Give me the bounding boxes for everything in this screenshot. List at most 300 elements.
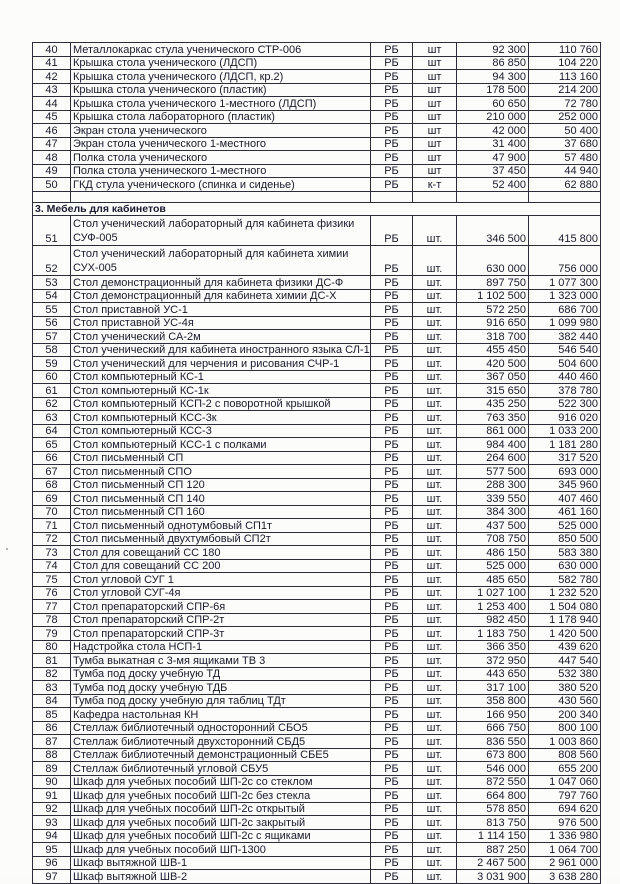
item-price-vat: 440 460 [529,370,601,384]
item-origin: РБ [371,370,413,384]
row-number: 73 [33,546,71,560]
table-row [33,357,601,371]
item-unit: шт. [413,559,457,573]
item-name: Стол приставной УС-1 [71,303,371,317]
item-unit: шт. [413,478,457,492]
table-row [33,384,601,398]
table-row [33,83,601,97]
item-name: Стол письменный СП 160 [71,505,371,519]
row-number: 49 [33,164,71,178]
item-name: Стол письменный СПО [71,465,371,479]
item-name: Стеллаж библиотечный односторонний СБО5 [71,721,371,735]
table-row [33,640,601,654]
item-unit: шт. [413,640,457,654]
item-origin: РБ [371,397,413,411]
item-unit: шт. [413,829,457,843]
item-name: Шкаф для учебных пособий ШП-1300 [71,843,371,857]
table-row [33,492,601,506]
row-number: 92 [33,802,71,816]
item-unit: шт. [413,330,457,344]
item-unit: шт. [413,681,457,695]
table-row [33,465,601,479]
table-row [33,124,601,138]
item-price-vat: 382 440 [529,330,601,344]
item-price: 572 250 [457,303,529,317]
item-price: 708 750 [457,532,529,546]
table-row [33,505,601,519]
blank-cell [529,191,601,202]
row-number: 74 [33,559,71,573]
row-number: 59 [33,357,71,371]
row-number: 58 [33,343,71,357]
item-unit: шт [413,124,457,138]
item-price: 37 450 [457,164,529,178]
item-origin: РБ [371,178,413,192]
row-number: 62 [33,397,71,411]
item-name-line1: Стол ученический лабораторный для кабинета физики [73,218,355,230]
item-origin: РБ [371,411,413,425]
blank-row [33,191,601,202]
item-price: 1 114 150 [457,829,529,843]
item-unit: шт. [413,586,457,600]
item-origin: РБ [371,316,413,330]
row-number: 82 [33,667,71,681]
item-unit: шт. [413,546,457,560]
item-price: 664 800 [457,789,529,803]
row-number: 40 [33,43,71,57]
item-price: 346 500 [457,216,529,246]
table-row [33,70,601,84]
item-name: Стол письменный СП 140 [71,492,371,506]
item-unit: шт. [413,532,457,546]
item-name: Стол компьютерный КС-1к [71,384,371,398]
table-row [33,370,601,384]
item-unit: шт. [413,411,457,425]
item-price-vat: 1 003 860 [529,735,601,749]
item-price-vat: 655 200 [529,762,601,776]
item-name: Стеллаж библиотечный двухсторонний СБД5 [71,735,371,749]
blank-cell [413,191,457,202]
item-name: Крышка стола лабораторного (пластик) [71,110,371,124]
item-name: Тумба под доску учебную для таблиц ТДт [71,694,371,708]
table-row [33,151,601,165]
item-origin: РБ [371,721,413,735]
item-price-vat: 583 380 [529,546,601,560]
row-number: 54 [33,289,71,303]
row-number: 47 [33,137,71,151]
row-number: 95 [33,843,71,857]
item-unit: шт. [413,775,457,789]
item-unit: шт. [413,438,457,452]
item-price: 673 800 [457,748,529,762]
item-price: 47 900 [457,151,529,165]
table-row [33,627,601,641]
row-number: 71 [33,519,71,533]
item-price: 577 500 [457,465,529,479]
item-price: 288 300 [457,478,529,492]
item-price-vat: 72 780 [529,97,601,111]
item-price: 897 750 [457,276,529,290]
item-unit: шт. [413,843,457,857]
item-price-vat: 1 047 060 [529,775,601,789]
row-number: 81 [33,654,71,668]
item-name: Тумба под доску учебную ТДБ [71,681,371,695]
row-number: 77 [33,600,71,614]
blank-cell [71,191,371,202]
row-number: 86 [33,721,71,735]
item-price: 546 000 [457,762,529,776]
item-price: 437 500 [457,519,529,533]
item-name: Шкаф для учебных пособий ШП-2с закрытый [71,816,371,830]
item-origin: РБ [371,330,413,344]
item-price: 666 750 [457,721,529,735]
item-price-vat: 808 560 [529,748,601,762]
row-number: 43 [33,83,71,97]
item-price-vat: 200 340 [529,708,601,722]
item-price-vat: 380 520 [529,681,601,695]
item-unit: шт. [413,762,457,776]
item-name: Стол препараторский СПР-6я [71,600,371,614]
item-price-vat: 3 638 280 [529,870,601,884]
item-price: 1 102 500 [457,289,529,303]
item-name: Шкаф для учебных пособий ШП-2с со стеклом [71,775,371,789]
item-origin: РБ [371,357,413,371]
item-origin: РБ [371,748,413,762]
item-name: Экран стола ученического 1-местного [71,137,371,151]
section-header-row [33,202,601,216]
item-unit: шт. [413,384,457,398]
item-price: 86 850 [457,56,529,70]
price-table [32,42,601,884]
item-price-vat: 1 232 520 [529,586,601,600]
item-name: ГКД стула ученического (спинка и сиденье) [71,178,371,192]
item-origin: РБ [371,654,413,668]
row-number: 70 [33,505,71,519]
item-price: 984 400 [457,438,529,452]
item-unit: шт. [413,343,457,357]
item-name: Шкаф для учебных пособий ШП-2с без стекла [71,789,371,803]
row-number: 61 [33,384,71,398]
item-name: Стол демонстрационный для кабинета физики ДС-Ф [71,276,371,290]
item-origin: РБ [371,43,413,57]
item-name: Стеллаж библиотечный демонстрационный СБЕ5 [71,748,371,762]
item-name: Стол компьютерный КСП-2 с поворотной крышкой [71,397,371,411]
item-origin: РБ [371,694,413,708]
item-price: 339 550 [457,492,529,506]
item-name: Стол для совещаний СС 200 [71,559,371,573]
item-price-vat: 800 100 [529,721,601,735]
item-origin: РБ [371,97,413,111]
table-row [33,573,601,587]
table-row [33,721,601,735]
item-origin: РБ [371,613,413,627]
item-price: 166 950 [457,708,529,722]
item-price-vat: 2 961 000 [529,856,601,870]
item-unit: шт. [413,397,457,411]
item-price: 264 600 [457,451,529,465]
item-unit: шт. [413,316,457,330]
item-price-vat: 976 500 [529,816,601,830]
row-number: 93 [33,816,71,830]
item-unit: шт [413,137,457,151]
item-unit: шт. [413,748,457,762]
item-unit: шт. [413,627,457,641]
item-name: Стол письменный СП 120 [71,478,371,492]
item-price-vat: 1 064 700 [529,843,601,857]
table-row [33,137,601,151]
row-number: 80 [33,640,71,654]
item-price-vat: 582 780 [529,573,601,587]
row-number: 46 [33,124,71,138]
item-unit: шт. [413,303,457,317]
item-unit: шт. [413,870,457,884]
item-price-vat: 686 700 [529,303,601,317]
row-number: 88 [33,748,71,762]
blank-cell [371,191,413,202]
item-name: Крышка стола ученического (ЛДСП) [71,56,371,70]
item-price-vat: 916 020 [529,411,601,425]
table-row [33,164,601,178]
item-origin: РБ [371,870,413,884]
row-number: 78 [33,613,71,627]
item-origin: РБ [371,735,413,749]
item-unit: шт. [413,573,457,587]
row-number: 89 [33,762,71,776]
item-unit: шт [413,83,457,97]
item-name: Стол ученический для черчения и рисования СЧР-1 [71,357,371,371]
section-title: 3. Мебель для кабинетов [33,202,601,216]
item-unit: шт. [413,735,457,749]
item-price-vat: 214 200 [529,83,601,97]
row-number: 63 [33,411,71,425]
item-name: Стеллаж библиотечный угловой СБУ5 [71,762,371,776]
item-origin: РБ [371,384,413,398]
item-name: Стол письменный двухтумбовый СП2т [71,532,371,546]
item-price-vat: 57 480 [529,151,601,165]
row-number: 64 [33,424,71,438]
item-name: Стол угловой СУГ-4я [71,586,371,600]
item-price-vat: 461 160 [529,505,601,519]
item-origin: РБ [371,586,413,600]
table-row [33,694,601,708]
table-row [33,559,601,573]
row-number: 50 [33,178,71,192]
table-row [33,451,601,465]
item-price: 887 250 [457,843,529,857]
item-price-vat: 252 000 [529,110,601,124]
table-row [33,586,601,600]
item-unit: шт. [413,802,457,816]
item-price: 420 500 [457,357,529,371]
item-origin: РБ [371,438,413,452]
row-number: 45 [33,110,71,124]
item-price: 94 300 [457,70,529,84]
item-price: 1 183 750 [457,627,529,641]
table-row [33,613,601,627]
table-row [33,110,601,124]
item-origin: РБ [371,343,413,357]
item-unit: шт. [413,694,457,708]
item-origin: РБ [371,451,413,465]
item-price: 367 050 [457,370,529,384]
item-unit: к-т [413,178,457,192]
item-name: Стол письменный СП [71,451,371,465]
row-number: 60 [33,370,71,384]
item-price-vat: 110 760 [529,43,601,57]
table-row [33,600,601,614]
item-origin: РБ [371,465,413,479]
blank-cell [457,191,529,202]
item-origin: РБ [371,303,413,317]
item-unit: шт. [413,667,457,681]
scan-speck [6,548,8,550]
item-unit: шт. [413,856,457,870]
item-name: Шкаф для учебных пособий ШП-2с открытый [71,802,371,816]
row-number: 94 [33,829,71,843]
item-name [71,216,371,246]
item-name: Шкаф вытяжной ШВ-2 [71,870,371,884]
item-unit: шт [413,151,457,165]
price-table-body [33,43,601,884]
item-origin: РБ [371,775,413,789]
item-origin: РБ [371,519,413,533]
item-unit: шт [413,56,457,70]
item-price-vat: 345 960 [529,478,601,492]
item-name: Стол демонстрационный для кабинета химии ДС-Х [71,289,371,303]
table-row [33,216,601,246]
item-price: 982 450 [457,613,529,627]
item-price-vat: 104 220 [529,56,601,70]
item-name [71,246,371,276]
table-row [33,56,601,70]
item-unit: шт [413,97,457,111]
item-price: 435 250 [457,397,529,411]
table-row [33,708,601,722]
item-origin: РБ [371,789,413,803]
row-number: 53 [33,276,71,290]
row-number: 44 [33,97,71,111]
item-price-vat: 504 600 [529,357,601,371]
item-price: 366 350 [457,640,529,654]
item-name: Полка стола ученического 1-местного [71,164,371,178]
item-unit: шт. [413,600,457,614]
item-price-vat: 378 780 [529,384,601,398]
item-origin: РБ [371,627,413,641]
table-row [33,843,601,857]
item-name: Крышка стола ученического (пластик) [71,83,371,97]
item-price: 836 550 [457,735,529,749]
item-origin: РБ [371,492,413,506]
item-origin: РБ [371,246,413,276]
item-origin: РБ [371,856,413,870]
row-number: 52 [33,246,71,276]
row-number: 69 [33,492,71,506]
item-unit: шт. [413,708,457,722]
item-name: Надстройка стола НСП-1 [71,640,371,654]
table-row [33,43,601,57]
item-price-vat: 430 560 [529,694,601,708]
item-price-vat: 797 760 [529,789,601,803]
item-name: Шкаф для учебных пособий ШП-2с с ящиками [71,829,371,843]
table-row [33,681,601,695]
row-number: 91 [33,789,71,803]
item-price: 525 000 [457,559,529,573]
row-number: 56 [33,316,71,330]
table-row [33,438,601,452]
item-origin: РБ [371,124,413,138]
item-price-vat: 1 178 940 [529,613,601,627]
row-number: 75 [33,573,71,587]
item-price: 2 467 500 [457,856,529,870]
item-name: Стол письменный однотумбовый СП1т [71,519,371,533]
table-row [33,411,601,425]
item-origin: РБ [371,681,413,695]
item-price: 872 550 [457,775,529,789]
item-origin: РБ [371,164,413,178]
row-number: 48 [33,151,71,165]
table-row [33,816,601,830]
item-price-vat: 850 500 [529,532,601,546]
item-unit: шт. [413,289,457,303]
row-number: 57 [33,330,71,344]
item-price: 1 027 100 [457,586,529,600]
item-unit: шт. [413,370,457,384]
item-name: Кафедра настольная КН [71,708,371,722]
table-row [33,519,601,533]
item-price-vat: 113 160 [529,70,601,84]
item-origin: РБ [371,762,413,776]
item-origin: РБ [371,532,413,546]
item-price: 861 000 [457,424,529,438]
item-origin: РБ [371,478,413,492]
table-row [33,762,601,776]
item-name: Стол ученический для кабинета иностранного языка СЛ-1 [71,343,371,357]
item-price: 52 400 [457,178,529,192]
item-origin: РБ [371,151,413,165]
item-origin: РБ [371,640,413,654]
item-unit: шт. [413,424,457,438]
item-name-line2: СУФ-005 [73,232,118,244]
table-row [33,397,601,411]
item-price-vat: 1 323 000 [529,289,601,303]
table-row [33,775,601,789]
item-price: 317 100 [457,681,529,695]
table-row [33,478,601,492]
item-unit: шт [413,70,457,84]
item-price-vat: 694 620 [529,802,601,816]
row-number: 51 [33,216,71,246]
item-name-line1: Стол ученический лабораторный для кабинета химии [73,248,349,260]
table-row [33,289,601,303]
table-row [33,829,601,843]
table-row [33,856,601,870]
item-price-vat: 1 099 980 [529,316,601,330]
row-number: 84 [33,694,71,708]
item-price-vat: 415 800 [529,216,601,246]
item-name: Тумба выкатная с 3-мя ящиками ТВ 3 [71,654,371,668]
table-row [33,667,601,681]
item-unit: шт. [413,492,457,506]
item-name: Стол приставной УС-4я [71,316,371,330]
item-origin: РБ [371,843,413,857]
item-price: 358 800 [457,694,529,708]
item-price: 318 700 [457,330,529,344]
item-unit: шт. [413,721,457,735]
item-price: 210 000 [457,110,529,124]
item-price-vat: 447 540 [529,654,601,668]
table-row [33,246,601,276]
item-price-vat: 630 000 [529,559,601,573]
